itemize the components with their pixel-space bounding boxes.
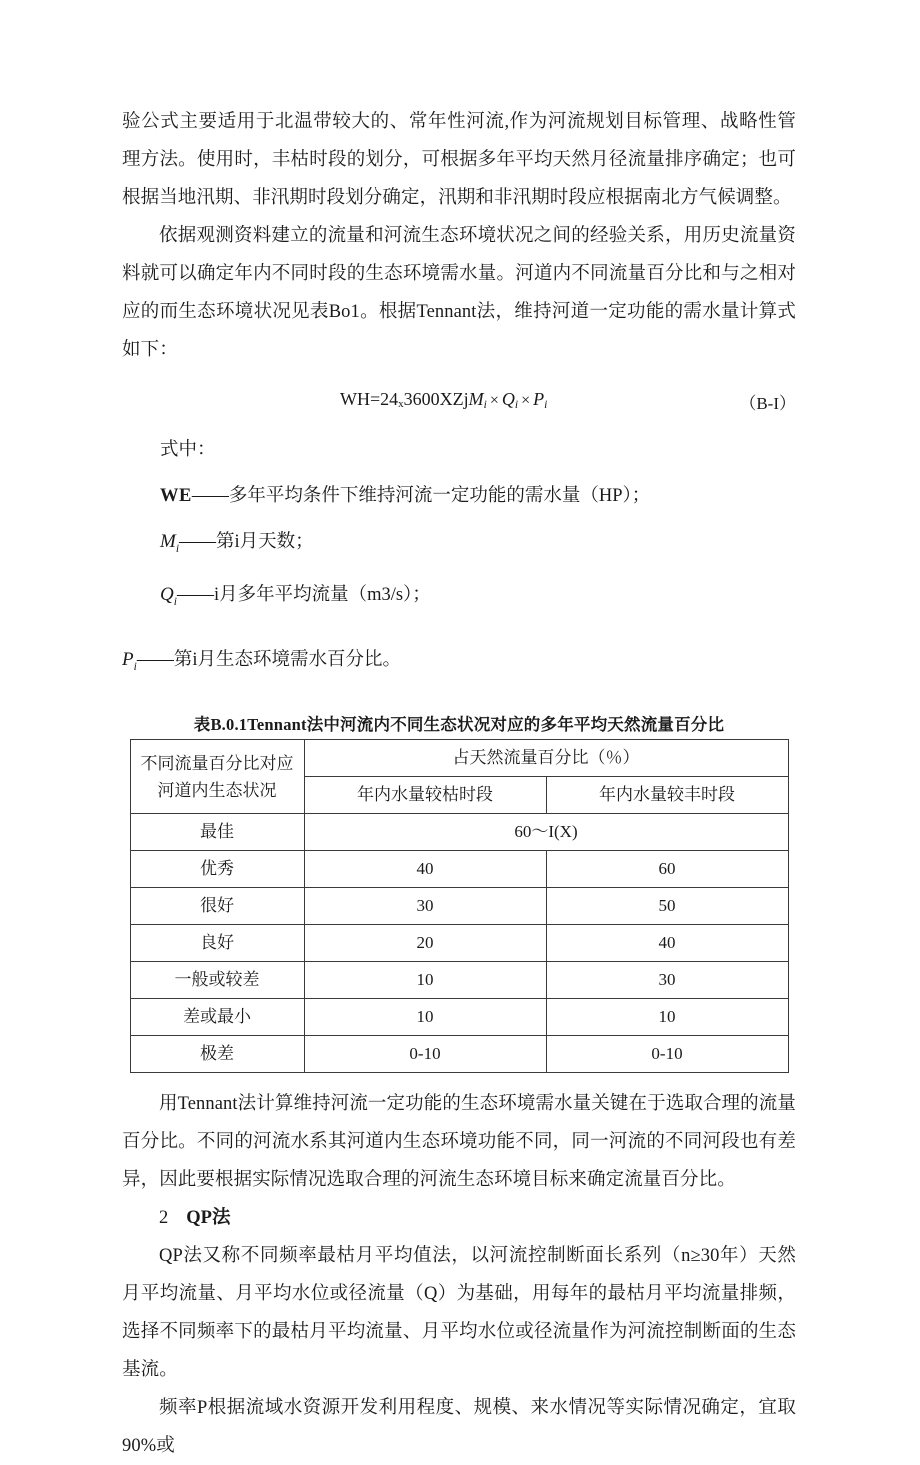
formula-m-symbol: M: [468, 389, 484, 409]
table-header-subcol-wet: 年内水量较丰时段: [546, 777, 788, 814]
table-cell-wet: 60: [546, 851, 788, 888]
formula-q-subscript: i: [514, 398, 519, 411]
definition-qi: [122, 572, 796, 625]
table-cell-wet: 50: [546, 888, 788, 925]
definition-we: [122, 473, 796, 519]
definition-pi: [122, 637, 796, 690]
definition-we-symbol: WE: [160, 486, 192, 506]
definition-mi-letter: M: [160, 531, 176, 552]
table-row-label: 优秀: [130, 851, 304, 888]
formula-expression: [340, 389, 547, 411]
formula-times-1: ×: [489, 392, 499, 409]
table-cell-dry: 10: [304, 999, 546, 1036]
formula-lhs: WH=24: [340, 389, 399, 409]
table-cell-wet: 40: [546, 925, 788, 962]
table-row-label: 良好: [130, 925, 304, 962]
paragraph-2: 依据观测资料建立的流量和河流生态环境状况之间的经验关系，用历史流量资料就可以确定年内不同时段的生态环境需水量。河道内不同流量百分比和与之相对应的而生态环境状况见表Bo1。根据Tennant法，维持河道一定功能的需水量计算式如下：: [122, 226, 796, 360]
definition-pi-subscript: i: [133, 660, 137, 673]
definition-mi-symbol: [160, 531, 180, 555]
formula-block: [122, 383, 796, 427]
table-row: [130, 925, 788, 962]
table-row-label: 差或最小: [130, 999, 304, 1036]
table-cell-merged: 60～I(X): [304, 814, 788, 851]
definition-qi-text: ——i月多年平均流量（m3/s）；: [176, 584, 431, 605]
formula-p-symbol: P: [533, 389, 545, 409]
table-row-label: 一般或较差: [130, 962, 304, 999]
definition-pi-symbol: [122, 648, 137, 673]
table-cell-dry: 20: [304, 925, 546, 962]
table-caption: 表B.0.1Tennant法中河流内不同生态状况对应的多年平均天然流量百分比: [193, 715, 725, 735]
definition-pi-letter: P: [122, 648, 134, 670]
table-header-row-1: [130, 740, 788, 777]
formula-p-subscript: i: [544, 398, 548, 411]
definition-qi-letter: Q: [160, 583, 174, 605]
table-row: [130, 999, 788, 1036]
definition-pi-text: ——第i月生态环境需水百分比。: [136, 649, 401, 670]
formula-small-x: x: [398, 397, 404, 410]
table-header-subcol-dry: 年内水量较枯时段: [304, 777, 546, 814]
table-row-label: 最佳: [130, 814, 304, 851]
table-cell-dry: 0-10: [304, 1036, 546, 1073]
table-cell-wet: 30: [546, 962, 788, 999]
definition-mi-subscript: i: [175, 542, 180, 555]
table-row: [130, 962, 788, 999]
paragraph-5: 频率P根据流域水资源开发利用程度、规模、来水情况等实际情况确定，宜取90%或: [122, 1398, 796, 1457]
definition-mi: [122, 519, 796, 572]
document-content: [122, 103, 796, 1465]
formula-times-2: ×: [521, 392, 531, 409]
formula-number: （B-I）: [739, 394, 796, 413]
table-cell-dry: 30: [304, 888, 546, 925]
section-heading: [122, 1199, 796, 1237]
definition-qi-symbol: [160, 583, 177, 608]
table-row: [130, 814, 788, 851]
where-label: 式中：: [160, 440, 216, 460]
table-header-group-label: 占天然流量百分比（％）: [304, 740, 788, 777]
formula-m-subscript: i: [483, 398, 487, 411]
spacer-after-table: [122, 1073, 796, 1085]
table-row-label: 极差: [130, 1036, 304, 1073]
table-cell-dry: 40: [304, 851, 546, 888]
formula-q-symbol: Q: [501, 389, 515, 409]
table-cell-wet: 10: [546, 999, 788, 1036]
table-cell-dry: 10: [304, 962, 546, 999]
table-row-label: 很好: [130, 888, 304, 925]
table-row: [130, 851, 788, 888]
definition-mi-text: ——第i月天数；: [179, 532, 314, 552]
table-row: [130, 888, 788, 925]
section-title: QP法: [186, 1208, 231, 1229]
paragraph-3: 用Tennant法计算维持河流一定功能的生态环境需水量关键在于选取合理的流量百分比。不同的河流水系其河道内生态环境功能不同，同一河流的不同河段也有差异，因此要根据实际情况选取合理的河流生态环境目标来确定流量百分比。: [122, 1094, 796, 1191]
formula-mid: 3600XZj: [403, 389, 469, 409]
section-number: 2: [159, 1208, 169, 1229]
definition-we-text: ——多年平均条件下维持河流一定功能的需水量（HP）；: [191, 486, 651, 506]
definition-qi-subscript: i: [173, 595, 177, 608]
tennant-table: [130, 739, 789, 1073]
table-header-row-label: 不同流量百分比对应河道内生态状况: [130, 740, 304, 814]
table-cell-wet: 0-10: [546, 1036, 788, 1073]
table-row: [130, 1036, 788, 1073]
paragraph-4: QP法又称不同频率最枯月平均值法，以河流控制断面长系列（n≥30年）天然月平均流量、月平均水位或径流量（Q）为基础，用每年的最枯月平均流量排频，选择不同频率下的最枯月平均流量、月平均水位或径流量作为河流控制断面的生态基流。: [122, 1246, 796, 1381]
paragraph-1: 验公式主要适用于北温带较大的、常年性河流,作为河流规划目标管理、战略性管理方法。使用时，丰枯时段的划分，可根据多年平均天然月径流量排序确定；也可根据当地汛期、非汛期时段划分确定，汛期和非汛期时段应根据南北方气候调整。: [122, 112, 796, 208]
